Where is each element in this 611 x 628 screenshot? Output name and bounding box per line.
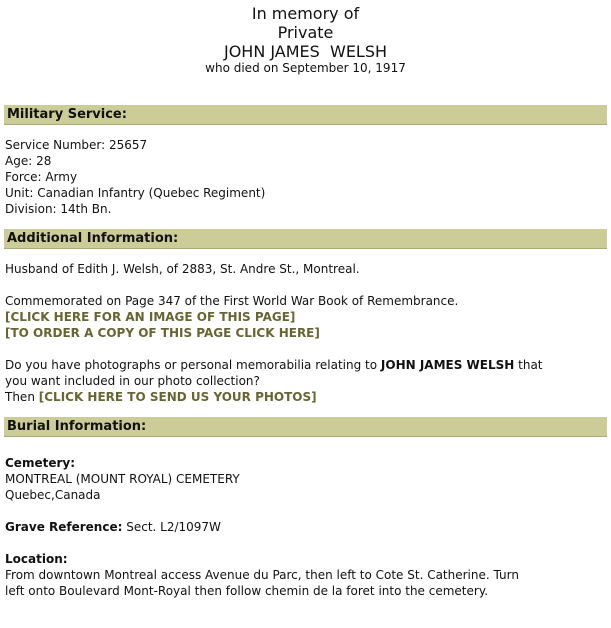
- military-service-section: [0, 137, 611, 217]
- photos-question-post: that: [514, 358, 543, 372]
- division: Division: 14th Bn.: [5, 202, 112, 216]
- cemetery-name: MONTREAL (MOUNT ROYAL) CEMETERY: [5, 472, 240, 486]
- header-died: who died on September 10, 1917: [205, 61, 406, 75]
- age: Age: 28: [5, 154, 52, 168]
- header-memory: In memory of: [251, 4, 360, 23]
- location-line2: left onto Boulevard Mont-Royal then follow chemin de la foret into the cemetery.: [5, 584, 489, 598]
- send-photos-link[interactable]: [CLICK HERE TO SEND US YOUR PHOTOS]: [38, 390, 317, 404]
- grave-label: Grave Reference:: [5, 520, 123, 534]
- force: Force: Army: [5, 170, 78, 184]
- burial-information-heading: Burial Information:: [4, 417, 607, 437]
- commemorated-info: Commemorated on Page 347 of the First World War Book of Remembrance.: [5, 294, 459, 308]
- burial-information-section: [0, 455, 611, 599]
- husband-info: Husband of Edith J. Welsh, of 2883, St. Andre St., Montreal.: [5, 262, 360, 276]
- memorial-header: [0, 0, 611, 76]
- photos-question-name: JOHN JAMES WELSH: [380, 358, 515, 372]
- additional-information-section: [0, 261, 611, 405]
- order-copy-link[interactable]: [TO ORDER A COPY OF THIS PAGE CLICK HERE]: [5, 326, 320, 340]
- image-of-page-link[interactable]: [CLICK HERE FOR AN IMAGE OF THIS PAGE]: [5, 310, 296, 324]
- unit: Unit: Canadian Infantry (Quebec Regiment): [5, 186, 266, 200]
- photos-question-pre: Do you have photographs or personal memorabilia relating to: [5, 358, 381, 372]
- header-rank: Private: [277, 23, 334, 42]
- service-number: Service Number: 25657: [5, 138, 148, 152]
- grave-reference: [5, 519, 606, 535]
- then-text: Then: [5, 390, 39, 404]
- additional-information-heading: Additional Information:: [4, 229, 607, 249]
- photos-question-line2: you want included in our photo collection?: [5, 374, 260, 388]
- location-label: Location:: [5, 552, 68, 566]
- military-service-heading: Military Service:: [4, 105, 607, 125]
- photos-question: [5, 357, 606, 373]
- header-name: JOHN JAMES WELSH: [223, 42, 388, 61]
- cemetery-label: Cemetery:: [5, 456, 76, 470]
- cemetery-place: Quebec,Canada: [5, 488, 101, 502]
- grave-value: Sect. L2/1097W: [122, 520, 221, 534]
- location-line1: From downtown Montreal access Avenue du Parc, then left to Cote St. Catherine. Turn: [5, 568, 519, 582]
